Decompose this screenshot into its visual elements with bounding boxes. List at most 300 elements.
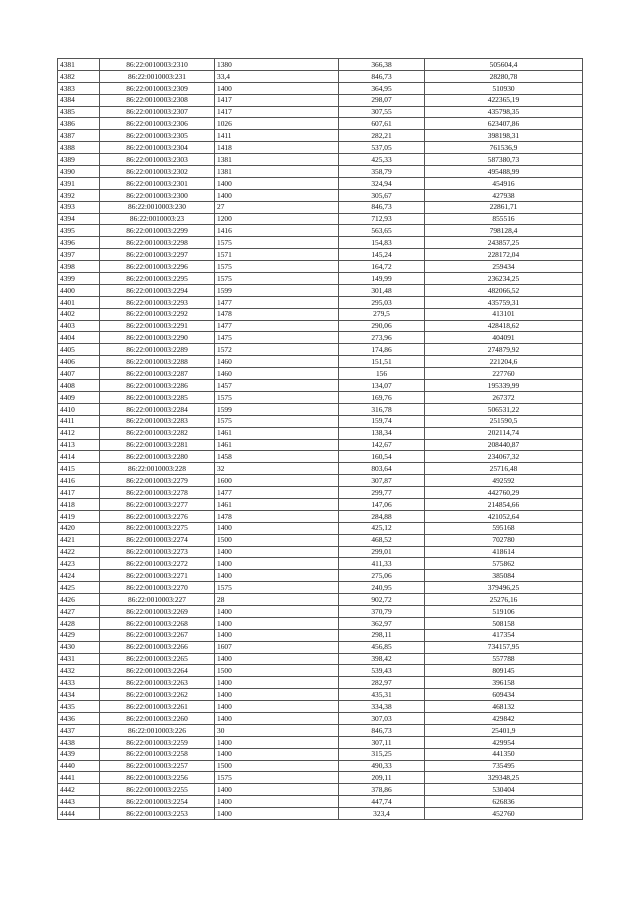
specific-value-cell: 299,01 (339, 546, 425, 558)
cadastral-number-cell: 86:22:0010003:2288 (100, 356, 215, 368)
area-cell: 1461 (215, 498, 339, 510)
cadastral-value-cell: 702780 (425, 534, 583, 546)
cadastral-number-cell: 86:22:0010003:2291 (100, 320, 215, 332)
area-cell: 1575 (215, 237, 339, 249)
row-number-cell: 4444 (58, 808, 100, 820)
cadastral-number-cell: 86:22:0010003:2304 (100, 142, 215, 154)
area-cell: 1478 (215, 308, 339, 320)
specific-value-cell: 209,11 (339, 772, 425, 784)
table-row (58, 166, 583, 178)
cadastral-number-cell: 86:22:0010003:2263 (100, 677, 215, 689)
row-number-cell: 4389 (58, 154, 100, 166)
cadastral-number-cell: 86:22:0010003:231 (100, 70, 215, 82)
cadastral-value-cell: 417354 (425, 629, 583, 641)
cadastral-number-cell: 86:22:0010003:2290 (100, 332, 215, 344)
cadastral-value-cell: 587380,73 (425, 154, 583, 166)
area-cell: 1400 (215, 808, 339, 820)
area-cell: 1457 (215, 380, 339, 392)
row-number-cell: 4397 (58, 249, 100, 261)
row-number-cell: 4431 (58, 653, 100, 665)
table-row (58, 582, 583, 594)
specific-value-cell: 425,33 (339, 154, 425, 166)
specific-value-cell: 154,83 (339, 237, 425, 249)
area-cell: 1400 (215, 617, 339, 629)
table-row (58, 70, 583, 82)
cadastral-value-cell: 243857,25 (425, 237, 583, 249)
cadastral-number-cell: 86:22:0010003:2309 (100, 82, 215, 94)
row-number-cell: 4408 (58, 380, 100, 392)
cadastral-number-cell: 86:22:0010003:2258 (100, 748, 215, 760)
cadastral-number-cell: 86:22:0010003:2279 (100, 475, 215, 487)
area-cell: 1400 (215, 189, 339, 201)
area-cell: 1575 (215, 772, 339, 784)
cadastral-number-cell: 86:22:0010003:2282 (100, 427, 215, 439)
row-number-cell: 4406 (58, 356, 100, 368)
area-cell: 1417 (215, 106, 339, 118)
row-number-cell: 4414 (58, 451, 100, 463)
cadastral-number-cell: 86:22:0010003:2308 (100, 94, 215, 106)
cadastral-value-cell: 505604,4 (425, 59, 583, 71)
specific-value-cell: 134,07 (339, 380, 425, 392)
specific-value-cell: 284,88 (339, 510, 425, 522)
area-cell: 1478 (215, 510, 339, 522)
table-row (58, 332, 583, 344)
specific-value-cell: 156 (339, 368, 425, 380)
area-cell: 1400 (215, 570, 339, 582)
row-number-cell: 4441 (58, 772, 100, 784)
cadastral-value-cell: 214854,66 (425, 498, 583, 510)
cadastral-value-cell: 25276,16 (425, 594, 583, 606)
table-row (58, 296, 583, 308)
specific-value-cell: 315,25 (339, 748, 425, 760)
area-cell: 1572 (215, 344, 339, 356)
cadastral-number-cell: 86:22:0010003:2280 (100, 451, 215, 463)
table-row (58, 177, 583, 189)
row-number-cell: 4411 (58, 415, 100, 427)
cadastral-number-cell: 86:22:0010003:2293 (100, 296, 215, 308)
area-cell: 1458 (215, 451, 339, 463)
specific-value-cell: 299,77 (339, 487, 425, 499)
table-row (58, 475, 583, 487)
cadastral-value-cell: 468132 (425, 701, 583, 713)
cadastral-value-cell: 575862 (425, 558, 583, 570)
table-row (58, 760, 583, 772)
area-cell: 1575 (215, 582, 339, 594)
cadastral-value-cell: 508158 (425, 617, 583, 629)
table-row (58, 629, 583, 641)
cadastral-value-cell: 396158 (425, 677, 583, 689)
cadastral-value-cell: 385084 (425, 570, 583, 582)
table-row (58, 249, 583, 261)
cadastral-number-cell: 86:22:0010003:2307 (100, 106, 215, 118)
area-cell: 32 (215, 463, 339, 475)
specific-value-cell: 607,61 (339, 118, 425, 130)
cadastral-value-cell: 428418,62 (425, 320, 583, 332)
cadastral-value-cell: 251590,5 (425, 415, 583, 427)
row-number-cell: 4398 (58, 261, 100, 273)
specific-value-cell: 282,21 (339, 130, 425, 142)
table-row (58, 142, 583, 154)
cadastral-number-cell: 86:22:0010003:2300 (100, 189, 215, 201)
area-cell: 1400 (215, 784, 339, 796)
cadastral-value-cell: 761536,9 (425, 142, 583, 154)
area-cell: 1575 (215, 273, 339, 285)
specific-value-cell: 362,97 (339, 617, 425, 629)
row-number-cell: 4423 (58, 558, 100, 570)
row-number-cell: 4410 (58, 403, 100, 415)
specific-value-cell: 902,72 (339, 594, 425, 606)
area-cell: 1461 (215, 439, 339, 451)
table-row (58, 689, 583, 701)
table-row (58, 808, 583, 820)
area-cell: 1460 (215, 356, 339, 368)
table-row (58, 534, 583, 546)
row-number-cell: 4382 (58, 70, 100, 82)
specific-value-cell: 846,73 (339, 724, 425, 736)
row-number-cell: 4392 (58, 189, 100, 201)
cadastral-value-cell: 492592 (425, 475, 583, 487)
cadastral-number-cell: 86:22:0010003:2299 (100, 225, 215, 237)
cadastral-number-cell: 86:22:0010003:23 (100, 213, 215, 225)
specific-value-cell: 712,93 (339, 213, 425, 225)
cadastral-number-cell: 86:22:0010003:2297 (100, 249, 215, 261)
specific-value-cell: 378,86 (339, 784, 425, 796)
cadastral-number-cell: 86:22:0010003:2276 (100, 510, 215, 522)
table-row (58, 724, 583, 736)
specific-value-cell: 490,33 (339, 760, 425, 772)
specific-value-cell: 298,07 (339, 94, 425, 106)
specific-value-cell: 358,79 (339, 166, 425, 178)
area-cell: 1400 (215, 653, 339, 665)
row-number-cell: 4401 (58, 296, 100, 308)
cadastral-number-cell: 86:22:0010003:2296 (100, 261, 215, 273)
area-cell: 1400 (215, 522, 339, 534)
cadastral-number-cell: 86:22:0010003:2281 (100, 439, 215, 451)
specific-value-cell: 240,95 (339, 582, 425, 594)
area-cell: 1400 (215, 796, 339, 808)
row-number-cell: 4419 (58, 510, 100, 522)
table-row (58, 213, 583, 225)
cadastral-number-cell: 86:22:0010003:2310 (100, 59, 215, 71)
specific-value-cell: 323,4 (339, 808, 425, 820)
cadastral-number-cell: 86:22:0010003:2303 (100, 154, 215, 166)
table-row (58, 510, 583, 522)
cadastral-number-cell: 86:22:0010003:2278 (100, 487, 215, 499)
cadastral-number-cell: 86:22:0010003:2283 (100, 415, 215, 427)
specific-value-cell: 803,64 (339, 463, 425, 475)
table-row (58, 677, 583, 689)
area-cell: 1571 (215, 249, 339, 261)
cadastral-value-cell: 429954 (425, 736, 583, 748)
row-number-cell: 4399 (58, 273, 100, 285)
cadastral-value-cell: 435759,31 (425, 296, 583, 308)
cadastral-value-cell: 236234,25 (425, 273, 583, 285)
cadastral-value-cell: 482066,52 (425, 284, 583, 296)
cadastral-number-cell: 86:22:0010003:2262 (100, 689, 215, 701)
cadastral-value-cell: 623407,86 (425, 118, 583, 130)
cadastral-number-cell: 86:22:0010003:2301 (100, 177, 215, 189)
cadastral-value-cell: 228172,04 (425, 249, 583, 261)
specific-value-cell: 298,11 (339, 629, 425, 641)
row-number-cell: 4387 (58, 130, 100, 142)
cadastral-number-cell: 86:22:0010003:2253 (100, 808, 215, 820)
cadastral-value-cell: 234067,32 (425, 451, 583, 463)
cadastral-number-cell: 86:22:0010003:227 (100, 594, 215, 606)
specific-value-cell: 142,67 (339, 439, 425, 451)
cadastral-value-cell: 495488,99 (425, 166, 583, 178)
table-row (58, 748, 583, 760)
specific-value-cell: 334,38 (339, 701, 425, 713)
row-number-cell: 4420 (58, 522, 100, 534)
row-number-cell: 4396 (58, 237, 100, 249)
specific-value-cell: 279,5 (339, 308, 425, 320)
table-row (58, 82, 583, 94)
row-number-cell: 4383 (58, 82, 100, 94)
table-row (58, 487, 583, 499)
table-row (58, 130, 583, 142)
cadastral-value-cell: 595168 (425, 522, 583, 534)
area-cell: 1380 (215, 59, 339, 71)
area-cell: 30 (215, 724, 339, 736)
table-row (58, 796, 583, 808)
table-row (58, 712, 583, 724)
specific-value-cell: 307,03 (339, 712, 425, 724)
cadastral-value-cell: 855516 (425, 213, 583, 225)
area-cell: 1381 (215, 166, 339, 178)
area-cell: 1400 (215, 558, 339, 570)
row-number-cell: 4386 (58, 118, 100, 130)
area-cell: 1600 (215, 475, 339, 487)
row-number-cell: 4424 (58, 570, 100, 582)
table-row (58, 653, 583, 665)
cadastral-value-cell: 519106 (425, 605, 583, 617)
area-cell: 1477 (215, 296, 339, 308)
table-row (58, 391, 583, 403)
cadastral-number-cell: 86:22:0010003:2306 (100, 118, 215, 130)
cadastral-number-cell: 86:22:0010003:2274 (100, 534, 215, 546)
specific-value-cell: 138,34 (339, 427, 425, 439)
area-cell: 1460 (215, 368, 339, 380)
specific-value-cell: 539,43 (339, 665, 425, 677)
cadastral-number-cell: 86:22:0010003:230 (100, 201, 215, 213)
area-cell: 1417 (215, 94, 339, 106)
area-cell: 1400 (215, 546, 339, 558)
cadastral-value-cell: 379496,25 (425, 582, 583, 594)
specific-value-cell: 169,76 (339, 391, 425, 403)
area-cell: 27 (215, 201, 339, 213)
cadastral-value-cell: 798128,4 (425, 225, 583, 237)
cadastral-number-cell: 86:22:0010003:2268 (100, 617, 215, 629)
table-row (58, 451, 583, 463)
table-row (58, 154, 583, 166)
area-cell: 1400 (215, 629, 339, 641)
table-row (58, 94, 583, 106)
area-cell: 1500 (215, 534, 339, 546)
specific-value-cell: 295,03 (339, 296, 425, 308)
cadastral-value-cell: 227760 (425, 368, 583, 380)
area-cell: 1400 (215, 82, 339, 94)
table-row (58, 308, 583, 320)
table-row (58, 261, 583, 273)
cadastral-value-cell: 221204,6 (425, 356, 583, 368)
cadastral-number-cell: 86:22:0010003:2260 (100, 712, 215, 724)
row-number-cell: 4442 (58, 784, 100, 796)
row-number-cell: 4422 (58, 546, 100, 558)
cadastral-value-cell: 441350 (425, 748, 583, 760)
specific-value-cell: 159,74 (339, 415, 425, 427)
area-cell: 28 (215, 594, 339, 606)
row-number-cell: 4418 (58, 498, 100, 510)
specific-value-cell: 468,52 (339, 534, 425, 546)
area-cell: 1400 (215, 712, 339, 724)
specific-value-cell: 425,12 (339, 522, 425, 534)
cadastral-value-cell: 25401,9 (425, 724, 583, 736)
cadastral-number-cell: 86:22:0010003:2287 (100, 368, 215, 380)
cadastral-number-cell: 86:22:0010003:2271 (100, 570, 215, 582)
row-number-cell: 4435 (58, 701, 100, 713)
cadastral-number-cell: 86:22:0010003:2264 (100, 665, 215, 677)
specific-value-cell: 305,67 (339, 189, 425, 201)
table-row (58, 380, 583, 392)
specific-value-cell: 537,05 (339, 142, 425, 154)
table-row (58, 546, 583, 558)
row-number-cell: 4416 (58, 475, 100, 487)
cadastral-number-cell: 86:22:0010003:2257 (100, 760, 215, 772)
table-row (58, 701, 583, 713)
area-cell: 1416 (215, 225, 339, 237)
cadastral-value-cell: 422365,19 (425, 94, 583, 106)
table-row (58, 320, 583, 332)
table-body (58, 59, 583, 820)
row-number-cell: 4381 (58, 59, 100, 71)
table-row (58, 558, 583, 570)
table-row (58, 498, 583, 510)
cadastral-number-cell: 86:22:0010003:2294 (100, 284, 215, 296)
area-cell: 1599 (215, 403, 339, 415)
table-row (58, 368, 583, 380)
area-cell: 33,4 (215, 70, 339, 82)
cadastral-value-cell: 195339,99 (425, 380, 583, 392)
table-row (58, 201, 583, 213)
cadastral-number-cell: 86:22:0010003:2284 (100, 403, 215, 415)
cadastral-number-cell: 86:22:0010003:2295 (100, 273, 215, 285)
specific-value-cell: 275,06 (339, 570, 425, 582)
cadastral-value-cell: 454916 (425, 177, 583, 189)
table-row (58, 772, 583, 784)
table-row (58, 617, 583, 629)
cadastral-number-cell: 86:22:0010003:2286 (100, 380, 215, 392)
area-cell: 1575 (215, 261, 339, 273)
cadastral-number-cell: 86:22:0010003:2289 (100, 344, 215, 356)
table-row (58, 784, 583, 796)
row-number-cell: 4384 (58, 94, 100, 106)
area-cell: 1381 (215, 154, 339, 166)
cadastral-value-cell: 398198,31 (425, 130, 583, 142)
cadastral-number-cell: 86:22:0010003:2259 (100, 736, 215, 748)
row-number-cell: 4400 (58, 284, 100, 296)
area-cell: 1599 (215, 284, 339, 296)
cadastral-value-cell: 208440,87 (425, 439, 583, 451)
table-row (58, 415, 583, 427)
specific-value-cell: 307,87 (339, 475, 425, 487)
row-number-cell: 4421 (58, 534, 100, 546)
table-row (58, 284, 583, 296)
area-cell: 1400 (215, 605, 339, 617)
cadastral-number-cell: 86:22:0010003:2275 (100, 522, 215, 534)
table-row (58, 344, 583, 356)
row-number-cell: 4390 (58, 166, 100, 178)
row-number-cell: 4430 (58, 641, 100, 653)
row-number-cell: 4428 (58, 617, 100, 629)
row-number-cell: 4402 (58, 308, 100, 320)
specific-value-cell: 846,73 (339, 70, 425, 82)
cadastral-value-cell: 626836 (425, 796, 583, 808)
cadastral-number-cell: 86:22:0010003:2273 (100, 546, 215, 558)
cadastral-value-cell: 530404 (425, 784, 583, 796)
area-cell: 1475 (215, 332, 339, 344)
area-cell: 1026 (215, 118, 339, 130)
area-cell: 1400 (215, 689, 339, 701)
specific-value-cell: 151,51 (339, 356, 425, 368)
cadastral-number-cell: 86:22:0010003:228 (100, 463, 215, 475)
specific-value-cell: 160,54 (339, 451, 425, 463)
cadastral-number-cell: 86:22:0010003:2277 (100, 498, 215, 510)
row-number-cell: 4394 (58, 213, 100, 225)
row-number-cell: 4407 (58, 368, 100, 380)
cadastral-number-cell: 86:22:0010003:226 (100, 724, 215, 736)
row-number-cell: 4427 (58, 605, 100, 617)
specific-value-cell: 366,38 (339, 59, 425, 71)
area-cell: 1477 (215, 487, 339, 499)
cadastral-value-cell: 609434 (425, 689, 583, 701)
cadastral-value-table (57, 58, 583, 820)
table-row (58, 594, 583, 606)
area-cell: 1400 (215, 177, 339, 189)
table-row (58, 273, 583, 285)
cadastral-number-cell: 86:22:0010003:2261 (100, 701, 215, 713)
row-number-cell: 4433 (58, 677, 100, 689)
row-number-cell: 4391 (58, 177, 100, 189)
area-cell: 1200 (215, 213, 339, 225)
area-cell: 1400 (215, 677, 339, 689)
area-cell: 1500 (215, 760, 339, 772)
table-row (58, 403, 583, 415)
specific-value-cell: 435,31 (339, 689, 425, 701)
area-cell: 1575 (215, 415, 339, 427)
cadastral-value-cell: 429842 (425, 712, 583, 724)
cadastral-number-cell: 86:22:0010003:2305 (100, 130, 215, 142)
cadastral-value-cell: 404091 (425, 332, 583, 344)
specific-value-cell: 290,06 (339, 320, 425, 332)
specific-value-cell: 174,86 (339, 344, 425, 356)
cadastral-value-cell: 735495 (425, 760, 583, 772)
cadastral-number-cell: 86:22:0010003:2266 (100, 641, 215, 653)
cadastral-value-cell: 557788 (425, 653, 583, 665)
row-number-cell: 4432 (58, 665, 100, 677)
cadastral-number-cell: 86:22:0010003:2267 (100, 629, 215, 641)
cadastral-value-cell: 28280,78 (425, 70, 583, 82)
row-number-cell: 4443 (58, 796, 100, 808)
area-cell: 1575 (215, 391, 339, 403)
cadastral-value-cell: 274879,92 (425, 344, 583, 356)
cadastral-value-cell: 809145 (425, 665, 583, 677)
table-row (58, 522, 583, 534)
area-cell: 1461 (215, 427, 339, 439)
specific-value-cell: 411,33 (339, 558, 425, 570)
specific-value-cell: 301,48 (339, 284, 425, 296)
cadastral-number-cell: 86:22:0010003:2255 (100, 784, 215, 796)
table-row (58, 118, 583, 130)
